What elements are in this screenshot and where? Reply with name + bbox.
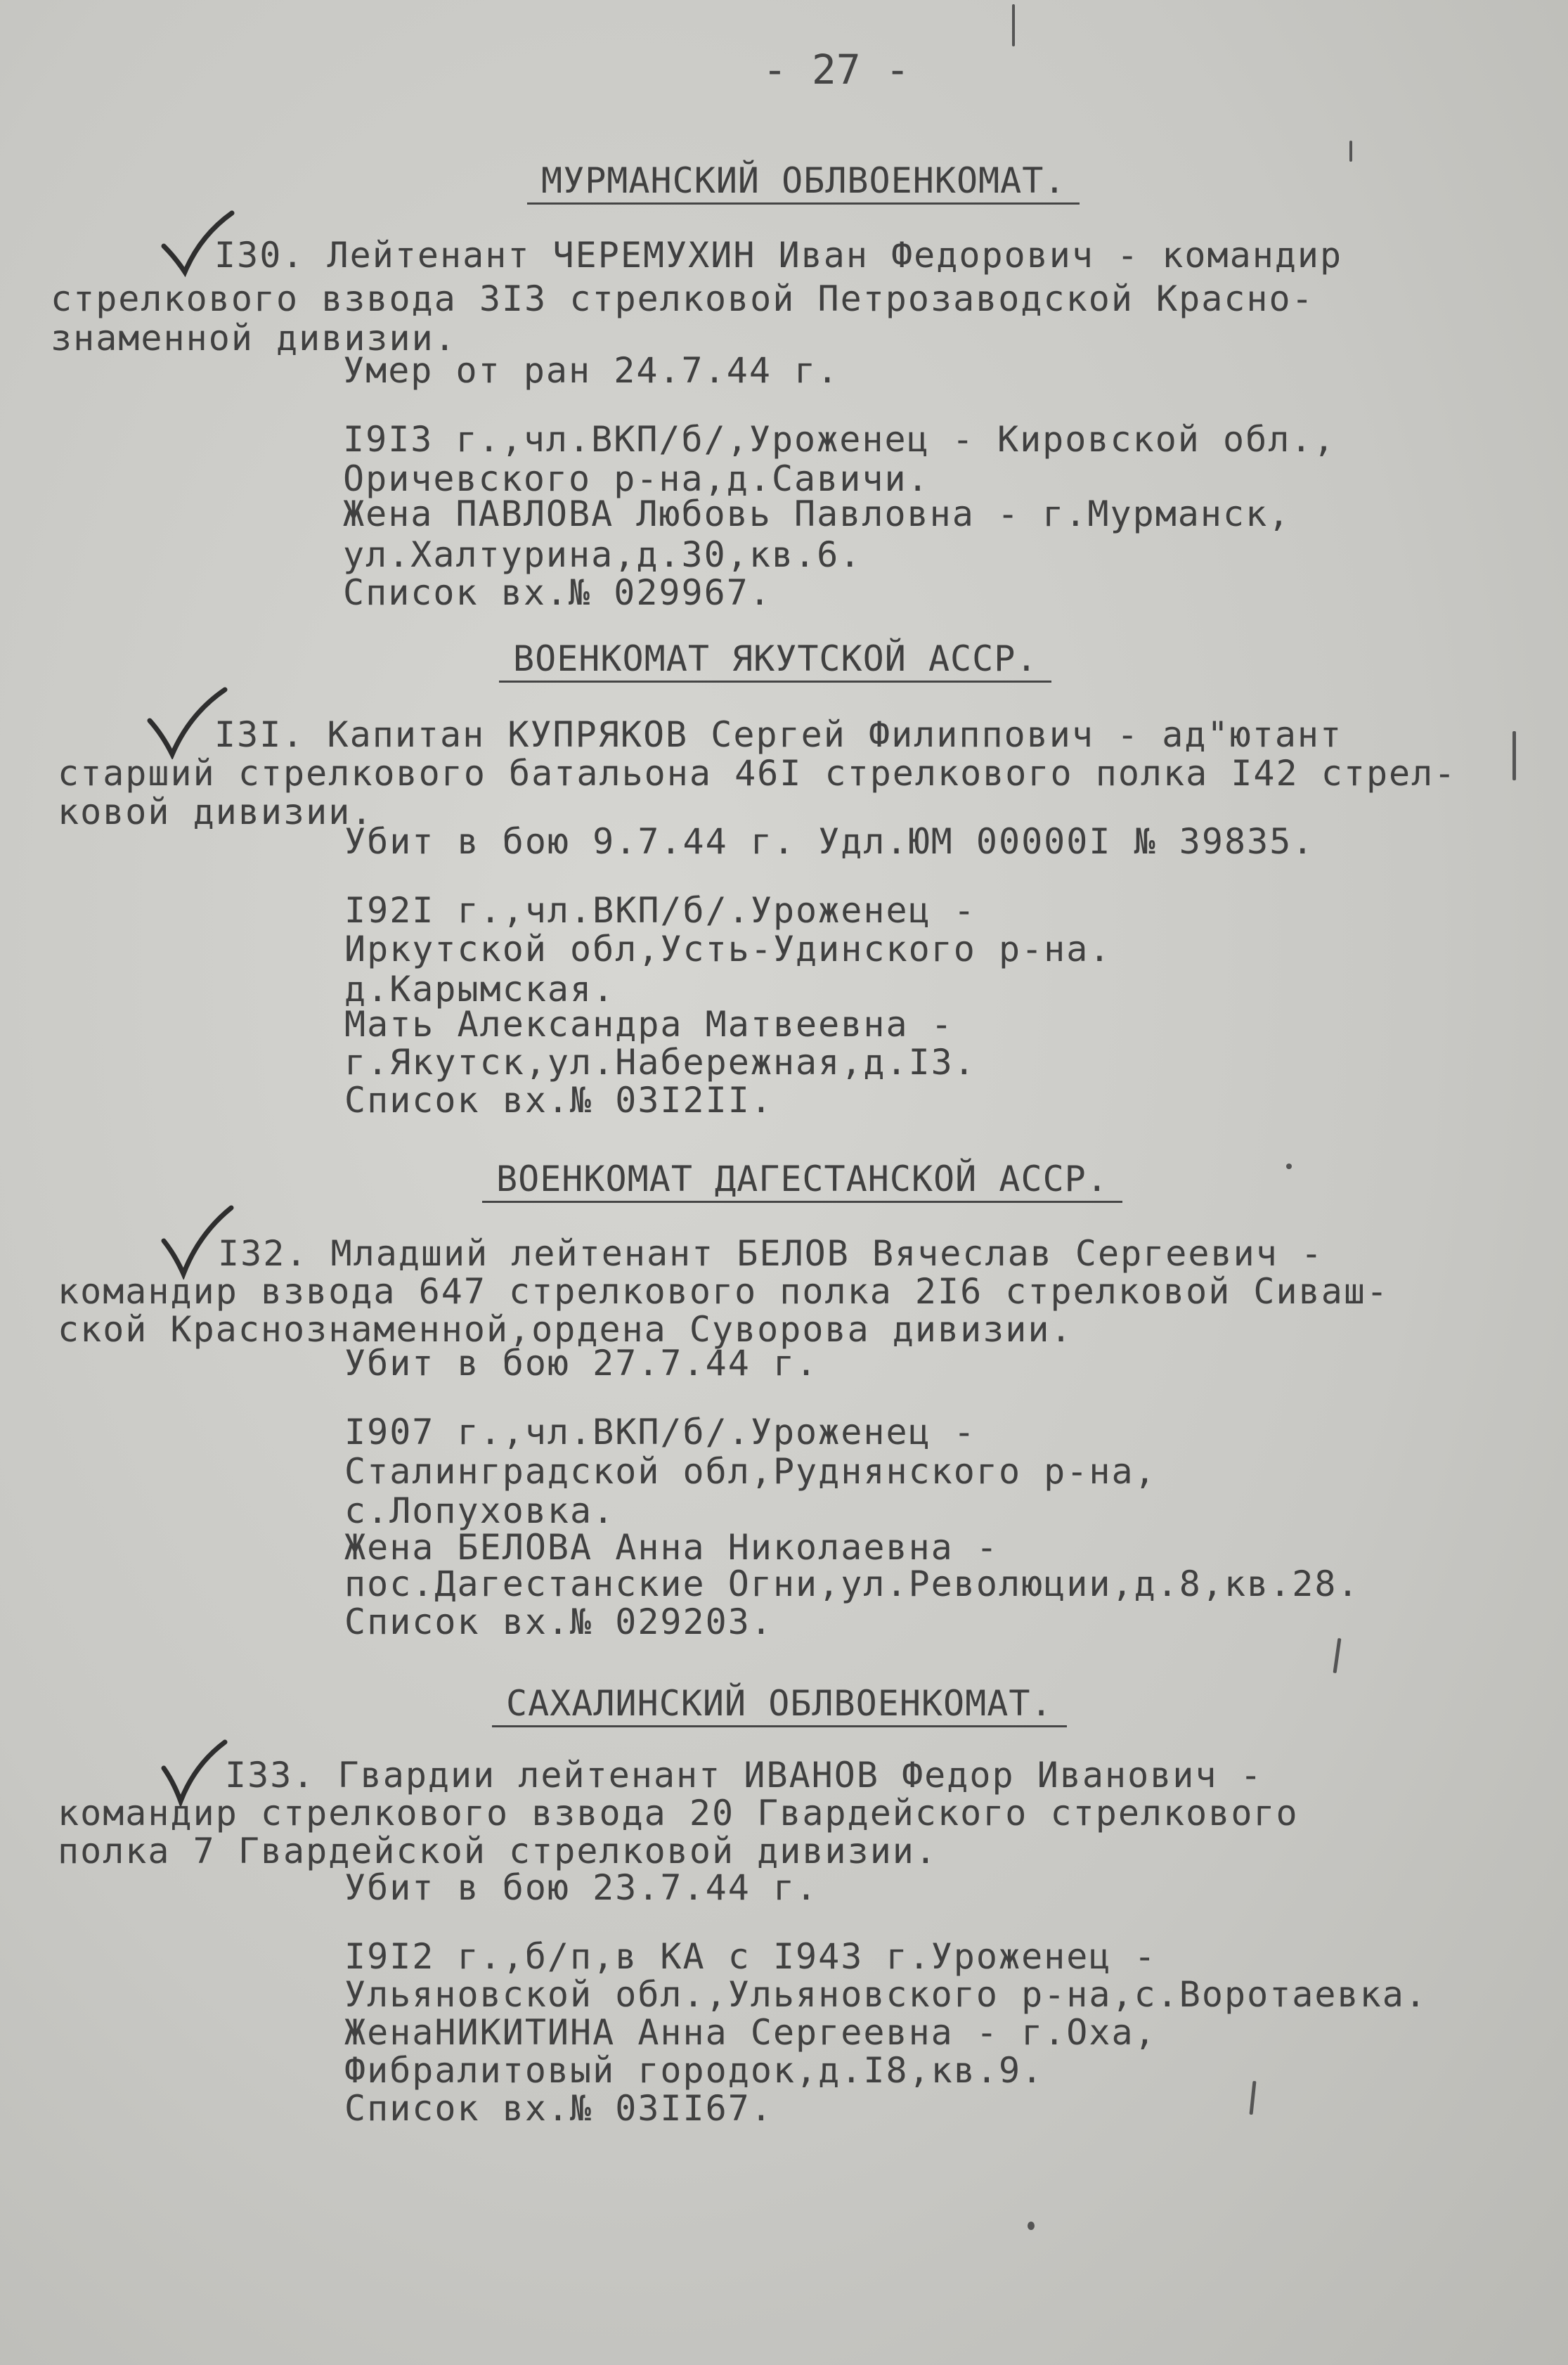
scan-mark	[1333, 1638, 1342, 1673]
detail-line: ул.Халтурина,д.30,кв.6.	[343, 534, 862, 575]
section-heading: ВОЕНКОМАТ ДАГЕСТАНСКОЙ АССР.	[482, 1161, 1122, 1203]
detail-line: I92I г.,чл.ВКП/б/.Уроженец -	[344, 890, 976, 931]
entry-line: Умер от ран 24.7.44 г.	[343, 350, 840, 391]
entry-line: знаменной дивизии.	[51, 318, 457, 359]
detail-line: Жена БЕЛОВА Анна Николаевна -	[344, 1527, 999, 1568]
detail-line: I9I3 г.,чл.ВКП/б/,Уроженец - Кировской обл.,	[343, 419, 1336, 460]
detail-line: Иркутской обл,Усть-Удинского р-на.	[344, 929, 1112, 969]
detail-line: д.Карымская.	[344, 969, 616, 1010]
entry-line: I32. Младший лейтенант БЕЛОВ Вячеслав Сергеевич -	[218, 1233, 1324, 1274]
detail-line: Мать Александра Матвеевна -	[344, 1004, 954, 1045]
entry-line: I3I. Капитан КУПРЯКОВ Сергей Филиппович - ад"ютант	[214, 714, 1343, 755]
entry-line: командир взвода 647 стрелкового полка 2I6 стрелковой Сиваш-	[58, 1271, 1389, 1312]
entry-line: командир стрелкового взвода 20 Гвардейского стрелкового	[58, 1793, 1299, 1834]
section-heading: ВОЕНКОМАТ ЯКУТСКОЙ АССР.	[499, 641, 1051, 683]
entry-line: I30. Лейтенант ЧЕРЕМУХИН Иван Федорович - командир	[214, 235, 1343, 276]
detail-line: ЖенаНИКИТИНА Анна Сергеевна - г.Оха,	[344, 2012, 1157, 2053]
section-heading: МУРМАНСКИЙ ОБЛВОЕНКОМАТ.	[527, 163, 1080, 205]
entry-line: полка 7 Гвардейской стрелковой дивизии.	[58, 1831, 938, 1871]
entry-line: I33. Гвардии лейтенант ИВАНОВ Федор Иванович -	[225, 1755, 1263, 1796]
detail-line: г.Якутск,ул.Набережная,д.I3.	[344, 1042, 976, 1083]
section-heading: САХАЛИНСКИЙ ОБЛВОЕНКОМАТ.	[492, 1686, 1067, 1727]
entry-line: стрелкового взвода 3I3 стрелковой Петрозаводской Красно-	[51, 278, 1314, 319]
detail-line: Оричевского р-на,д.Савичи.	[343, 458, 930, 499]
entry-line: Убит в бою 9.7.44 г. Удл.ЮМ 00000I № 39835.	[344, 821, 1315, 862]
entry-line: старший стрелкового батальона 46I стрелкового полка I42 стрел-	[58, 753, 1457, 794]
detail-line: I9I2 г.,б/п,в КА с I943 г.Уроженец -	[344, 1936, 1157, 1977]
detail-line: Список вх.№ 029967.	[343, 572, 772, 613]
detail-line: Список вх.№ 03I2II.	[344, 1080, 773, 1121]
detail-line: пос.Дагестанские Огни,ул.Революции,д.8,кв.28.	[344, 1564, 1360, 1604]
scan-mark	[1250, 2081, 1257, 2115]
scan-mark	[1349, 141, 1352, 162]
detail-line: Фибралитовый городок,д.I8,кв.9.	[344, 2050, 1044, 2091]
entry-line: ковой дивизии.	[58, 792, 374, 832]
scan-mark	[1012, 4, 1015, 46]
entry-line: Убит в бою 27.7.44 г.	[344, 1343, 819, 1384]
detail-line: Список вх.№ 03II67.	[344, 2088, 773, 2129]
page-number: - 27 -	[763, 46, 910, 94]
scan-mark	[1512, 731, 1516, 780]
entry-line: Убит в бою 23.7.44 г.	[344, 1867, 819, 1908]
scan-mark	[1028, 2222, 1035, 2230]
detail-line: Ульяновской обл.,Ульяновского р-на,с.Воротаевка.	[344, 1974, 1427, 2015]
detail-line: Жена ПАВЛОВА Любовь Павловна - г.Мурманск,	[343, 494, 1291, 534]
entry-line: ской Краснознаменной,ордена Суворова дивизии.	[58, 1309, 1073, 1350]
detail-line: Список вх.№ 029203.	[344, 1602, 773, 1642]
detail-line: с.Лопуховка.	[344, 1490, 616, 1531]
scan-mark	[1286, 1164, 1292, 1169]
detail-line: Сталинградской обл,Руднянского р-на,	[344, 1451, 1157, 1492]
detail-line: I907 г.,чл.ВКП/б/.Уроженец -	[344, 1412, 976, 1452]
